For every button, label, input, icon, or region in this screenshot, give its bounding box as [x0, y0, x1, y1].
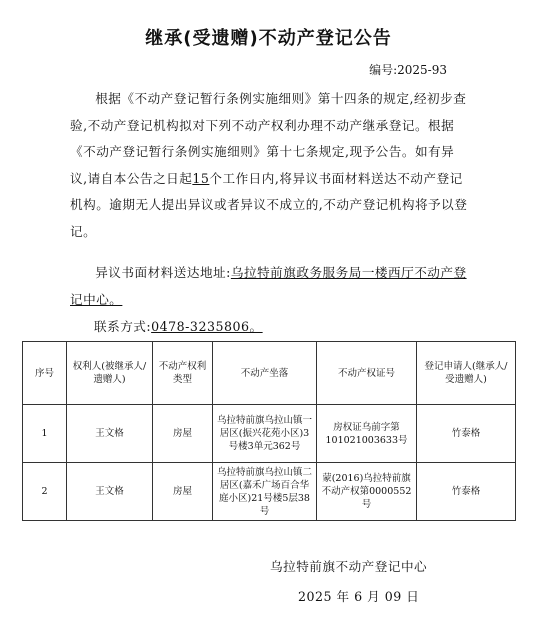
contact-line: [94, 316, 263, 335]
cell-location: 乌拉特前旗乌拉山镇二居区(嘉禾广场百合华庭小区)21号楼5层38号: [213, 463, 317, 521]
objection-days: 15: [192, 170, 210, 186]
cell-right-type: 房屋: [153, 405, 213, 463]
notice-text-before-days: 根据《不动产登记暂行条例实施细则》第十四条的规定,经初步查验,不动产登记机构拟对下列不动产权利办理不动产继承登记。根据《不动产登记暂行条例实施细则》第十七条规定,现予公告。如有异议,请自本公告之日起: [70, 91, 467, 186]
cell-certificate-number: 房权证乌前字第101021003633号: [317, 405, 417, 463]
cell-index: 1: [23, 405, 67, 463]
cell-index: 2: [23, 463, 67, 521]
notice-body-paragraph: [70, 86, 470, 246]
footer-date: 2025 年 6 月 09 日: [298, 589, 420, 604]
header-index: 序号: [23, 342, 67, 405]
address-value: 乌拉特前旗政务服务局一楼西厅不动产登记中心。: [70, 265, 467, 307]
contact-phone: 0478-3235806。: [151, 319, 263, 334]
contact-label: 联系方式:: [94, 319, 152, 334]
header-certificate-number: 不动产权证号: [317, 342, 417, 405]
registration-table: [22, 341, 516, 521]
header-applicant: 登记申请人(继承人/受遗赠人): [417, 342, 516, 405]
header-location: 不动产坐落: [213, 342, 317, 405]
cell-right-holder: 王文格: [67, 405, 153, 463]
notice-text-after-days: 个工作日内,将异议书面材料送达不动产登记机构。逾期无人提出异议或者异议不成立的,不动产登记机构将予以登记。: [70, 170, 468, 239]
cell-applicant: 竹泰格: [417, 463, 516, 521]
cell-right-type: 房屋: [153, 463, 213, 521]
document-number: 编号:2025-93: [369, 63, 447, 77]
cell-certificate-number: 蒙(2016)乌拉特前旗不动产权第0000552号: [317, 463, 417, 521]
table-header-row: [23, 342, 516, 405]
cell-location: 乌拉特前旗乌拉山镇一居区(振兴花苑小区)3号楼3单元362号: [213, 405, 317, 463]
notice-title: 继承(受遗赠)不动产登记公告: [145, 28, 392, 49]
table-row: [23, 405, 516, 463]
objection-address-paragraph: [70, 260, 470, 313]
cell-right-holder: 王文格: [67, 463, 153, 521]
footer-organization: 乌拉特前旗不动产登记中心: [270, 559, 428, 574]
header-right-holder: 权利人(被继承人/遗赠人): [67, 342, 153, 405]
cell-applicant: 竹泰格: [417, 405, 516, 463]
table-row: [23, 463, 516, 521]
header-right-type: 不动产权利类型: [153, 342, 213, 405]
address-label: 异议书面材料送达地址:: [95, 265, 231, 280]
